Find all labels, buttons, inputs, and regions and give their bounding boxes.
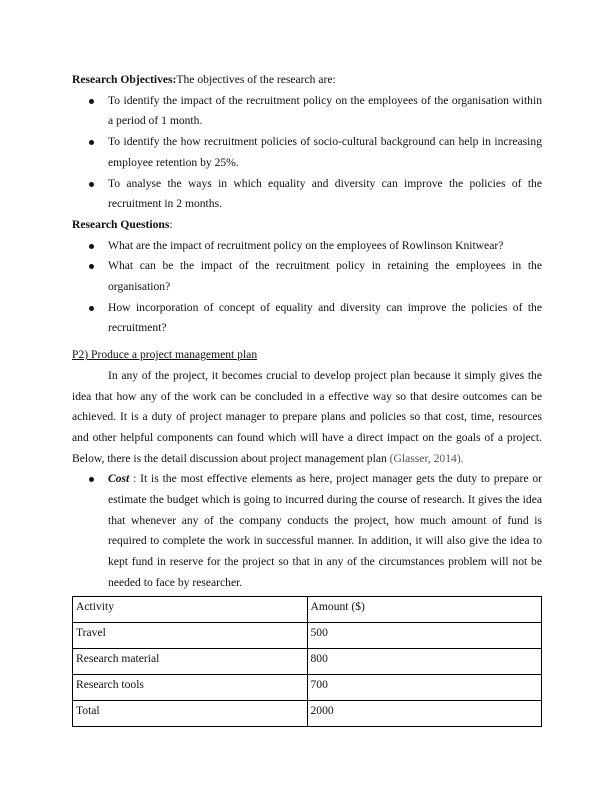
- citation: (Glasser, 2014).: [389, 451, 464, 465]
- p2-paragraph: In any of the project, it becomes crucial to develop project plan because it simply gives the idea that how any of the work can be concluded in a effective way so that desire outcomes can be achieved. It is a duty of project manager to prepare plans and policies so that cost, time, resources and other helpful components can found which will have a direct impact on the goals of a project. Below, there is the detail discussion about project management plan (Glasser, 2014).: [72, 368, 542, 465]
- header-cell: Activity: [73, 596, 308, 622]
- questions-label: Research Questions: [72, 217, 170, 231]
- list-item: To identify the how recruitment policies of socio-cultural background can help in increasing employee retention by 25%.: [72, 132, 542, 173]
- list-item: To analyse the ways in which equality and diversity can improve the policies of the recruitment in 2 months.: [72, 174, 542, 215]
- objectives-list: [72, 91, 542, 215]
- bullet-icon: [89, 264, 94, 269]
- table-cell: 800: [307, 648, 542, 674]
- header-cell: Amount ($): [307, 596, 542, 622]
- list-item: What are the impact of recruitment policy on the employees of Rowlinson Knitwear?: [72, 236, 542, 257]
- cost-list: [72, 469, 542, 593]
- bullet-icon: [89, 477, 94, 482]
- list-item: [72, 469, 542, 593]
- table-row: [73, 648, 542, 674]
- table-cell: 2000: [307, 700, 542, 726]
- list-item: What can be the impact of the recruitment policy in retaining the employees in the organisation?: [72, 256, 542, 297]
- list-item: How incorporation of concept of equality and diversity can improve the policies of the recruitment?: [72, 298, 542, 339]
- bullet-icon: [89, 140, 94, 145]
- questions-list: [72, 236, 542, 340]
- table-cell: Research tools: [73, 674, 308, 700]
- section-title-p2: P2) Produce a project management plan: [72, 348, 258, 362]
- table-cell: 500: [307, 622, 542, 648]
- budget-table: [72, 596, 542, 727]
- table-cell: 700: [307, 674, 542, 700]
- table-row: [73, 700, 542, 726]
- table-row: [73, 622, 542, 648]
- table-cell: Total: [73, 700, 308, 726]
- table-header-row: [73, 596, 542, 622]
- bullet-icon: [89, 244, 94, 249]
- cost-term: Cost: [108, 472, 130, 486]
- bullet-icon: [89, 306, 94, 311]
- bullet-icon: [89, 182, 94, 187]
- cost-text: : It is the most effective elements as here, project manager gets the duty to prepare or estimate the budget which is going to incurred during the course of research. It gives the idea that whenever any of the company conducts the project, how much amount of fund is required to complete the work in successful manner. In addition, it will also give the idea to kept fund in reserve for the project so that in any of the circumstances problem will not be needed to face by researcher.: [108, 472, 542, 589]
- objectives-heading: [72, 70, 542, 91]
- questions-heading: Research Questions:: [72, 217, 173, 231]
- table-row: [73, 674, 542, 700]
- objectives-intro: The objectives of the research are:: [176, 73, 336, 86]
- document-content: [72, 70, 542, 727]
- bullet-icon: [89, 99, 94, 104]
- objectives-label: Research Objectives:: [72, 73, 177, 86]
- list-item: To identify the impact of the recruitment policy on the employees of the organisation within a period of 1 month.: [72, 91, 542, 132]
- table-cell: Research material: [73, 648, 308, 674]
- table-cell: Travel: [73, 622, 308, 648]
